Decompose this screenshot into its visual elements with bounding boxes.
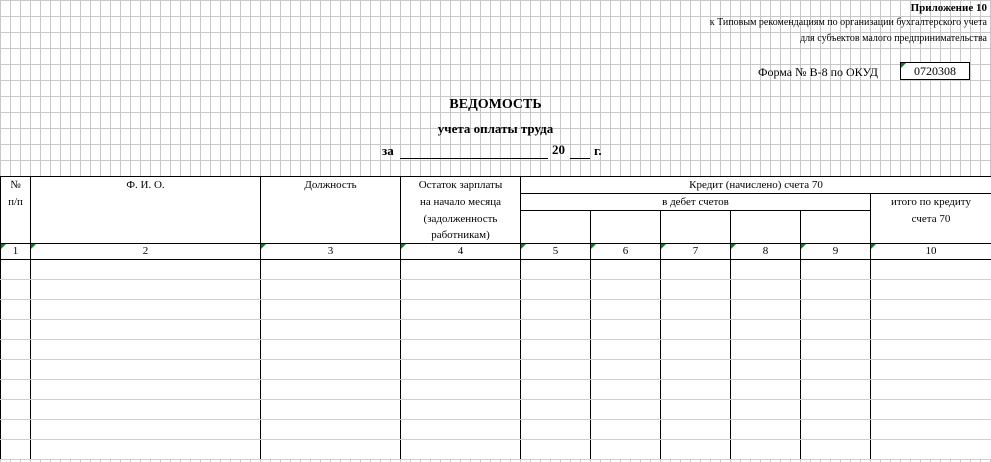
header-col-balance-line4: работникам) <box>401 227 521 244</box>
header-col-no-cont <box>1 211 31 228</box>
header-col-balance-line3: (задолженность <box>401 211 521 228</box>
column-number: 8 <box>731 244 801 260</box>
table-cell[interactable] <box>801 380 871 400</box>
table-cell[interactable] <box>31 320 261 340</box>
table-cell[interactable] <box>871 320 991 340</box>
column-number: 7 <box>661 244 731 260</box>
table-row <box>1 380 991 400</box>
table-cell[interactable] <box>801 420 871 440</box>
table-cell[interactable] <box>31 440 261 460</box>
document-title: ВЕДОМОСТЬ <box>449 97 542 112</box>
table-row <box>1 260 991 280</box>
header-col-position-cont2 <box>261 211 401 228</box>
table-cell[interactable] <box>31 260 261 280</box>
table-cell[interactable] <box>401 340 521 360</box>
payroll-table <box>0 176 991 460</box>
debit-account-3-cont <box>661 227 731 244</box>
header-credit-account: Кредит (начислено) счета 70 <box>521 177 991 194</box>
table-cell[interactable] <box>261 300 401 320</box>
column-number: 5 <box>521 244 591 260</box>
debit-account-5[interactable] <box>801 211 871 228</box>
table-cell[interactable] <box>401 360 521 380</box>
table-cell[interactable] <box>731 300 801 320</box>
header-col-position-cont3 <box>261 227 401 244</box>
table-cell[interactable] <box>871 380 991 400</box>
table-cell[interactable] <box>401 400 521 420</box>
table-cell[interactable] <box>521 300 591 320</box>
table-cell[interactable] <box>871 280 991 300</box>
table-cell[interactable] <box>521 260 591 280</box>
table-cell[interactable] <box>521 320 591 340</box>
debit-account-2[interactable] <box>591 211 661 228</box>
table-cell[interactable] <box>31 280 261 300</box>
table-cell[interactable] <box>661 400 731 420</box>
table-cell[interactable] <box>591 300 661 320</box>
table-cell[interactable] <box>31 300 261 320</box>
table-cell[interactable] <box>1 280 31 300</box>
header-total-credit-line2: счета 70 <box>871 211 991 228</box>
table-cell[interactable] <box>521 400 591 420</box>
table-cell[interactable] <box>1 360 31 380</box>
table-cell[interactable] <box>591 320 661 340</box>
okud-code-field[interactable] <box>900 62 970 80</box>
table-cell[interactable] <box>731 260 801 280</box>
column-number: 6 <box>591 244 661 260</box>
table-cell[interactable] <box>871 260 991 280</box>
table-cell[interactable] <box>591 380 661 400</box>
table-cell[interactable] <box>591 420 661 440</box>
header-col-balance-line2: на начало месяца <box>401 194 521 211</box>
header-col-no: № <box>1 177 31 194</box>
table-row <box>1 400 991 420</box>
table-cell[interactable] <box>871 300 991 320</box>
period-month-field[interactable] <box>400 158 548 159</box>
table-cell[interactable] <box>661 340 731 360</box>
table-cell[interactable] <box>521 280 591 300</box>
debit-account-2-cont <box>591 227 661 244</box>
table-cell[interactable] <box>521 380 591 400</box>
period-for-label: за <box>382 143 394 158</box>
header-col-position-cont <box>261 194 401 211</box>
table-cell[interactable] <box>31 340 261 360</box>
table-cell[interactable] <box>401 440 521 460</box>
table-cell[interactable] <box>521 440 591 460</box>
table-cell[interactable] <box>401 320 521 340</box>
table-cell[interactable] <box>871 440 991 460</box>
debit-account-1[interactable] <box>521 211 591 228</box>
table-cell[interactable] <box>591 260 661 280</box>
table-cell[interactable] <box>1 400 31 420</box>
header-debit-accounts: в дебет счетов <box>521 194 871 211</box>
column-number-row <box>1 244 991 260</box>
header-col-name-cont3 <box>31 227 261 244</box>
table-cell[interactable] <box>801 440 871 460</box>
table-cell[interactable] <box>661 440 731 460</box>
table-row <box>1 440 991 460</box>
table-cell[interactable] <box>1 440 31 460</box>
form-okud-label: Форма № В-8 по ОКУД <box>758 65 878 79</box>
table-cell[interactable] <box>261 380 401 400</box>
table-cell[interactable] <box>591 360 661 380</box>
table-cell[interactable] <box>801 260 871 280</box>
table-cell[interactable] <box>261 280 401 300</box>
debit-account-4[interactable] <box>731 211 801 228</box>
table-row <box>1 280 991 300</box>
header-col-name-cont2 <box>31 211 261 228</box>
table-cell[interactable] <box>261 260 401 280</box>
table-cell[interactable] <box>1 380 31 400</box>
period-year-field[interactable] <box>570 158 590 159</box>
table-cell[interactable] <box>31 360 261 380</box>
table-cell[interactable] <box>731 340 801 360</box>
table-cell[interactable] <box>661 360 731 380</box>
debit-account-3[interactable] <box>661 211 731 228</box>
table-cell[interactable] <box>261 320 401 340</box>
table-cell[interactable] <box>801 320 871 340</box>
reference-line-2: для субъектов малого предпринимательства <box>800 33 987 44</box>
table-cell[interactable] <box>401 280 521 300</box>
table-cell[interactable] <box>661 380 731 400</box>
header-col-name: Ф. И. О. <box>31 177 261 194</box>
table-row <box>1 340 991 360</box>
table-row <box>1 320 991 340</box>
column-number: 4 <box>401 244 521 260</box>
table-cell[interactable] <box>661 260 731 280</box>
table-cell[interactable] <box>731 380 801 400</box>
reference-line-1: к Типовым рекомендациям по организации бухгалтерского учета <box>709 17 987 28</box>
document-subtitle: учета оплаты труда <box>437 121 554 136</box>
period-year-suffix: г. <box>594 143 602 158</box>
table-body <box>1 260 991 460</box>
column-number: 9 <box>801 244 871 260</box>
table-cell[interactable] <box>401 420 521 440</box>
header-col-name-cont <box>31 194 261 211</box>
period-year-prefix: 20 <box>552 142 565 157</box>
table-cell[interactable] <box>871 400 991 420</box>
table-cell[interactable] <box>1 420 31 440</box>
table-cell[interactable] <box>801 300 871 320</box>
table-cell[interactable] <box>591 340 661 360</box>
table-cell[interactable] <box>1 300 31 320</box>
table-cell[interactable] <box>591 440 661 460</box>
table-cell[interactable] <box>261 340 401 360</box>
table-cell[interactable] <box>731 400 801 420</box>
table-cell[interactable] <box>731 440 801 460</box>
table-cell[interactable] <box>661 280 731 300</box>
table-cell[interactable] <box>261 420 401 440</box>
column-number: 1 <box>1 244 31 260</box>
table-cell[interactable] <box>731 280 801 300</box>
table-cell[interactable] <box>261 400 401 420</box>
table-cell[interactable] <box>31 420 261 440</box>
table-cell[interactable] <box>1 260 31 280</box>
appendix-label: Приложение 10 <box>910 2 987 14</box>
header-col-position: Должность <box>261 177 401 194</box>
table-cell[interactable] <box>261 440 401 460</box>
table-cell[interactable] <box>1 320 31 340</box>
header-col-balance: Остаток зарплаты <box>401 177 521 194</box>
table-cell[interactable] <box>871 340 991 360</box>
table-cell[interactable] <box>401 260 521 280</box>
table-cell[interactable] <box>731 320 801 340</box>
table-cell[interactable] <box>871 420 991 440</box>
table-cell[interactable] <box>661 420 731 440</box>
debit-account-1-cont <box>521 227 591 244</box>
table-row <box>1 360 991 380</box>
table-cell[interactable] <box>401 380 521 400</box>
table-cell[interactable] <box>661 300 731 320</box>
header-col-no-cont3 <box>1 227 31 244</box>
debit-account-5-cont <box>801 227 871 244</box>
column-number: 3 <box>261 244 401 260</box>
table-cell[interactable] <box>31 400 261 420</box>
table-cell[interactable] <box>801 400 871 420</box>
table-cell[interactable] <box>401 300 521 320</box>
table-cell[interactable] <box>801 280 871 300</box>
header-total-credit-cont <box>871 227 991 244</box>
table-cell[interactable] <box>521 340 591 360</box>
table-cell[interactable] <box>261 360 401 380</box>
table-cell[interactable] <box>731 420 801 440</box>
table-cell[interactable] <box>1 340 31 360</box>
okud-code-value: 0720308 <box>914 64 956 78</box>
debit-account-4-cont <box>731 227 801 244</box>
column-number: 2 <box>31 244 261 260</box>
column-number: 10 <box>871 244 991 260</box>
table-cell[interactable] <box>521 360 591 380</box>
table-cell[interactable] <box>731 360 801 380</box>
header-total-credit: итого по кредиту <box>871 194 991 211</box>
table-row <box>1 300 991 320</box>
table-cell[interactable] <box>801 340 871 360</box>
table-row <box>1 420 991 440</box>
table-cell[interactable] <box>31 380 261 400</box>
table-cell[interactable] <box>521 420 591 440</box>
table-cell[interactable] <box>871 360 991 380</box>
table-cell[interactable] <box>591 400 661 420</box>
header-col-no-line2: п/п <box>1 194 31 211</box>
table-cell[interactable] <box>801 360 871 380</box>
table-cell[interactable] <box>591 280 661 300</box>
table-cell[interactable] <box>661 320 731 340</box>
